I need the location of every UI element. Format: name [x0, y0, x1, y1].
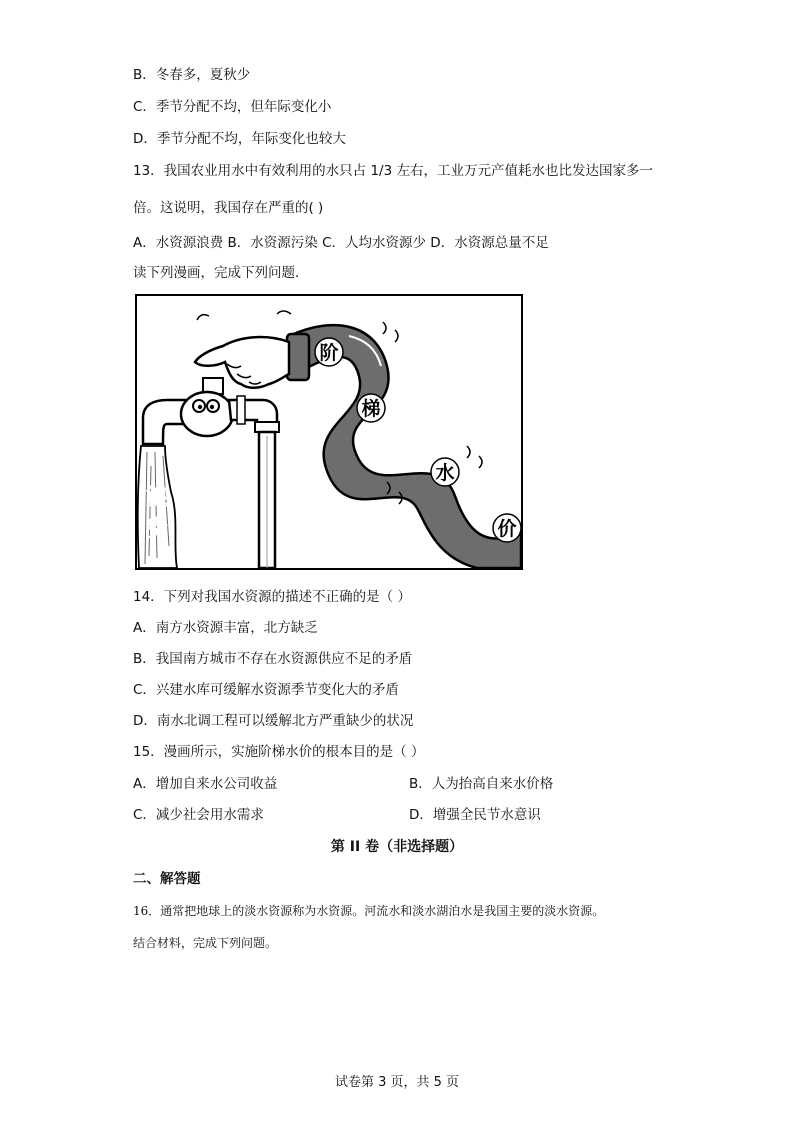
q14-option-c: C．兴建水库可缓解水资源季节变化大的矛盾 [133, 682, 399, 698]
q12-option-d: D．季节分配不均，年际变化也较大 [133, 131, 346, 147]
instruction: 读下列漫画，完成下列问题． [133, 265, 309, 281]
q14-option-b: B．我国南方城市不存在水资源供应不足的矛盾 [133, 651, 413, 667]
q14-stem: 14．下列对我国水资源的描述不正确的是（ ） [133, 589, 411, 605]
waste-text-1: 浪 [145, 485, 169, 510]
q15-option-c: C．减少社会用水需求 [133, 807, 264, 823]
pipe-label-3 [431, 458, 459, 486]
water-price-cartoon [135, 294, 523, 570]
pipe-text-1: 阶 [319, 342, 339, 364]
q13-stem-line2: 倍。这说明，我国存在严重的( ) [133, 200, 324, 216]
sleeve [287, 334, 309, 380]
part-title: 二、解答题 [133, 871, 201, 887]
q12-option-b: B．冬春多，夏秋少 [133, 67, 251, 83]
pipe-text-4: 价 [497, 518, 517, 540]
q12-option-c: C．季节分配不均，但年际变化小 [133, 99, 332, 115]
section-title: 第 II 卷（非选择题） [330, 839, 464, 855]
page-footer: 试卷第 3 页，共 5 页 [334, 1075, 460, 1090]
waste-text-2: 费 [145, 517, 169, 542]
q15-stem: 15．漫画所示，实施阶梯水价的根本目的是（ ） [133, 744, 425, 760]
pipe-label-2 [357, 394, 385, 422]
q15-option-a: A．增加自来水公司收益 [133, 776, 278, 792]
pipe-label-4 [493, 514, 521, 542]
q15-option-b: B．人为抬高自来水价格 [409, 776, 554, 792]
q16-line1: 16．通常把地球上的淡水资源称为水资源。河流水和淡水湖泊水是我国主要的淡水资源。 [133, 904, 605, 918]
q13-options: A．水资源浪费 B．水资源污染 C．人均水资源少 D．水资源总量不足 [133, 235, 549, 251]
q14-option-d: D．南水北调工程可以缓解北方严重缺少的状况 [133, 713, 414, 729]
q16-line2: 结合材料，完成下列问题。 [133, 936, 278, 950]
hand-icon [195, 311, 291, 388]
q14-option-a: A．南方水资源丰富，北方缺乏 [133, 620, 318, 636]
pipe-label-1 [315, 338, 343, 366]
pipe-text-2: 梯 [361, 398, 381, 420]
q15-option-d: D．增强全民节水意识 [409, 807, 541, 823]
pipe-text-3: 水 [435, 462, 455, 484]
q13-stem-line1: 13．我国农业用水中有效利用的水只占 1/3 左右，工业万元产值耗水也比发达国家多一 [133, 163, 653, 179]
